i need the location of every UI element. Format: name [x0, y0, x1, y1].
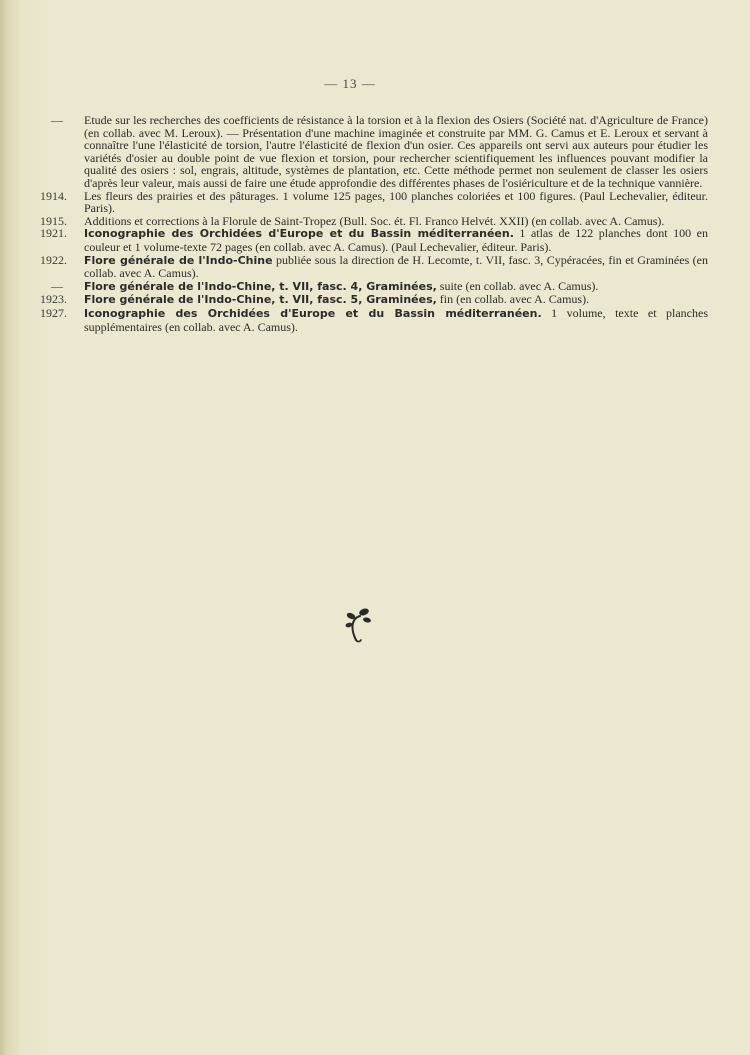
entry-text: [84, 114, 708, 190]
entry-year: 1922.: [40, 252, 67, 267]
bibliography-entry: [40, 190, 708, 215]
entry-body: 1 atlas de 122 planches dont 100 en couleur et 1 volume-texte 72 pages (en collab. avec A. Camus). (Paul Lechevalier, éditeur. Paris).: [84, 226, 708, 254]
bibliography-entry: [40, 227, 708, 253]
entry-year: 1914.: [40, 188, 67, 203]
bibliography-entry: [40, 293, 708, 307]
entry-body: suite (en collab. avec A. Camus).: [436, 278, 599, 293]
entry-title: Flore générale de l'Indo-Chine: [84, 253, 273, 267]
bibliography-entry: [40, 114, 708, 190]
bibliography-entry: [40, 280, 708, 294]
entry-title: Iconographie des Orchidées d'Europe et du Bassin méditerranéen.: [84, 306, 542, 320]
entry-year: 1921.: [40, 226, 67, 241]
entry-title: Iconographie des Orchidées d'Europe et du Bassin méditerranéen.: [84, 227, 514, 241]
bibliography-entry: [40, 254, 708, 280]
entry-body: Additions et corrections à la Florule de Saint-Tropez (Bull. Soc. ét. Fl. Franco Helvét. XXII) (en collab. avec A. Camus).: [84, 213, 665, 228]
entry-body: fin (en collab. avec A. Camus).: [436, 292, 590, 307]
entry-body: publiée sous la direction de H. Lecomte, t. VII, fasc. 3, Cypéracées, fin et Graminées (en collab. avec A. Camus).: [84, 252, 709, 281]
entry-title: Flore générale de l'Indo-Chine, t. VII, fasc. 5, Graminées,: [84, 293, 437, 307]
bibliography-list: [40, 114, 708, 333]
page-number: — 13 —: [324, 76, 376, 91]
entry-year: 1915.: [40, 213, 67, 228]
entry-text: [84, 280, 708, 294]
entry-text: [84, 307, 708, 333]
entry-body: Etude sur les recherches des coefficients de résistance à la torsion et à la flexion des Osiers (Société nat. d'Agriculture de France) (en collab. avec M. Leroux). — Présentation d'une machine imaginée et construite par MM. G. Camus et E. Leroux et servant à connaître l'une l'élasticité de torsion, l'autre l'élasticité de flexion d'un osier. Ces appareils ont servi aux auteurs pour étudier les variétés d'osier au double point de vue flexion et torsion, pour rechercher scientifiquement les influences pouvant modifier la qualité des osiers : sol, engrais, altitude, systèmes de plantation, etc. Cette méthode permet non seulement de classer les osiers d'après leur valeur, mais aussi de faire une étude approfondie des différentes phases de l'osiériculture et de la technique vannière.: [84, 113, 708, 190]
entry-year: —: [51, 278, 63, 293]
entry-text: [84, 227, 708, 253]
entry-text: [84, 254, 708, 280]
bibliography-entry: [40, 307, 708, 333]
entry-year: 1923.: [40, 292, 67, 307]
entry-body: 1 volume, texte et planches supplémentaires (en collab. avec A. Camus).: [84, 305, 709, 334]
entry-year: 1927.: [40, 305, 67, 320]
entry-title: Flore générale de l'Indo-Chine, t. VII, fasc. 4, Graminées,: [84, 279, 437, 293]
entry-text: [84, 190, 708, 215]
floral-ornament-icon: [340, 606, 376, 644]
entry-body: Les fleurs des prairies et des pâturages. 1 volume 125 pages, 100 planches coloriées et 100 figures. (Paul Lechevalier, éditeur. Paris).: [84, 188, 708, 216]
entry-text: [84, 293, 708, 307]
entry-year: —: [51, 113, 63, 127]
